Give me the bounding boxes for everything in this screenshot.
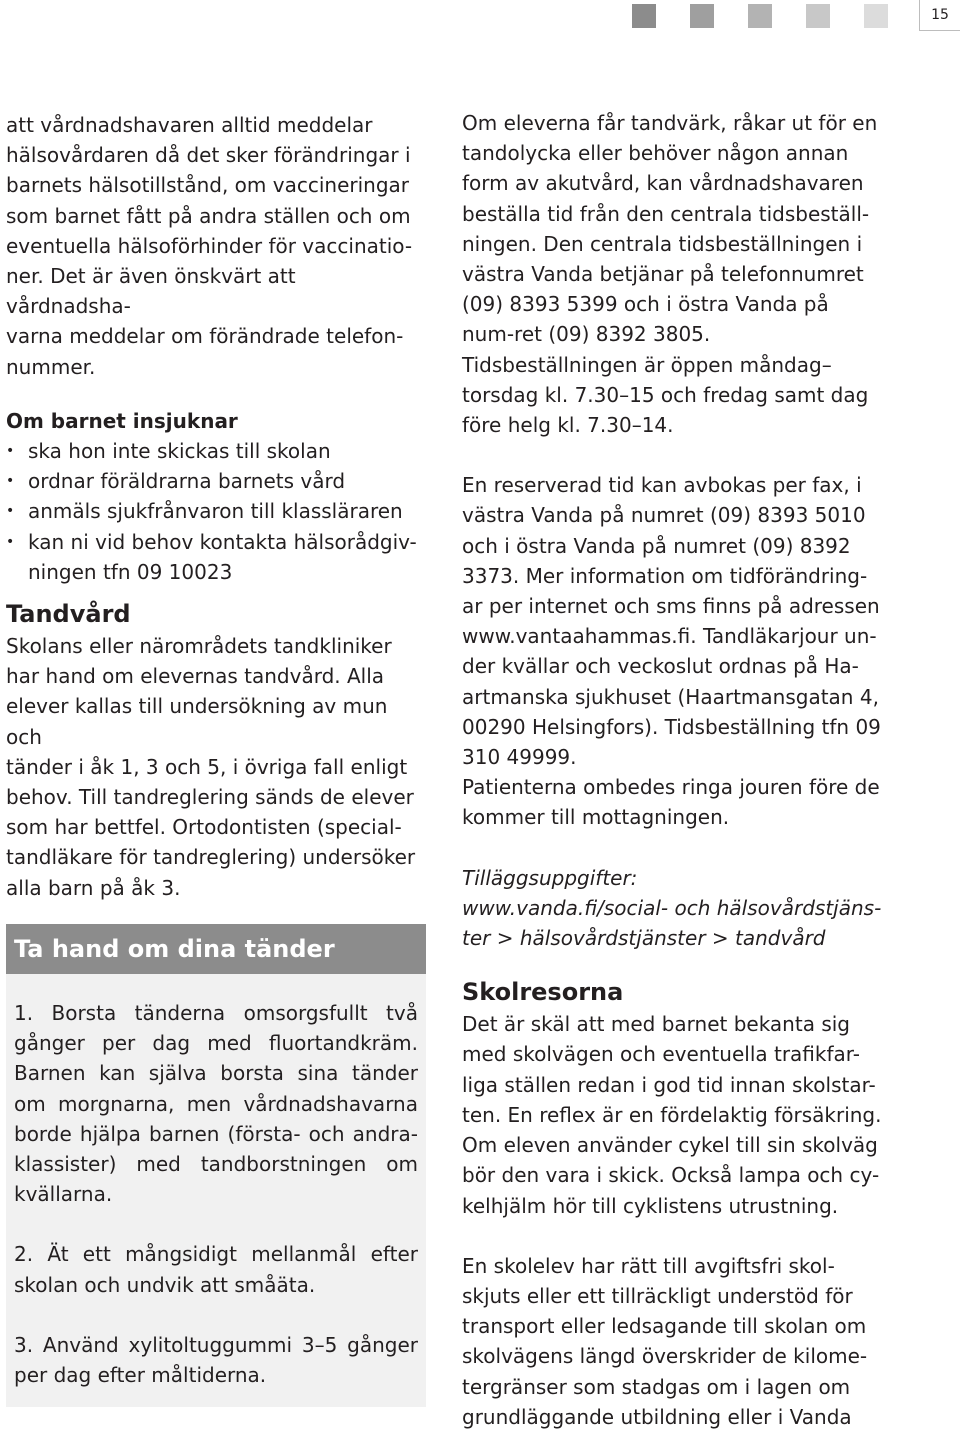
text-line: behov. Till tandreglering sänds de elever: [6, 785, 414, 810]
sick-heading: Om barnet insjuknar: [6, 408, 238, 433]
text-line: elever kallas till undersökning av mun och: [6, 694, 388, 749]
text-line: eventuella hälsoförhinder för vaccinatio-: [6, 233, 413, 258]
dental-paragraph: [6, 631, 426, 903]
dental-heading: Tandvård: [6, 600, 131, 629]
header-squares: [632, 4, 922, 26]
text-line: hälsovårdaren då det sker förändringar i: [6, 143, 411, 168]
tooth-care-heading: Ta hand om dina tänder: [6, 924, 426, 974]
more-info-label: Tilläggsuppgifter:: [462, 865, 638, 890]
left-column: [6, 110, 426, 903]
more-info-link[interactable]: www.vanda.fi/social- och hälsovårdstjäns-ter > hälsovårdstjänster > tandvård: [462, 895, 882, 951]
tip-2: 2. Ät ett mångsidigt mellanmål efter skolan och undvik att småäta.: [14, 1242, 418, 1297]
header-square: [632, 4, 656, 28]
right-column: [462, 108, 882, 1432]
text-line: tandläkare för tandreglering) undersöker: [6, 845, 416, 870]
text-line: nummer.: [6, 354, 96, 379]
text-line: som barnet fått på andra ställen och om: [6, 203, 411, 228]
cancel-paragraph: En reserverad tid kan avbokas per fax, i västra Vanda på numret (09) 8393 5010 och i östra Vanda på numret (09) 8392 3373. Mer information om tidförändring-ar per internet och sms finns på adressen www.vantaahammas.fi. Tandläkarjour un-der kvällar och veckoslut ordnas på Ha-artmanska sjukhuset (Haartmansgatan 4, 00290 Helsingfors). Tidsbeställning tfn 09 310 49999.: [462, 473, 881, 770]
list-item: • anmäls sjukfrånvaron till klassläraren: [6, 496, 426, 526]
text-line: ner. Det är även önskvärt att vårdnadsha-: [6, 264, 296, 319]
school-travel-paragraph: Det är skäl att med barnet bekanta sig med skolvägen och eventuella trafikfar-liga ställen redan i god tid innan skolstar-ten. En reflex är en fördelaktig försäkring. Om eleven använder cykel till sin skolväg bör den vara i skick. Också lampa och cy-kelhjälm hör till cyklistens utrustning.: [462, 1012, 882, 1218]
text-line: Skolans eller närområdets tandkliniker: [6, 634, 392, 659]
tooth-care-tips: [6, 998, 426, 1390]
text-line: har hand om elevernas tandvård. Alla: [6, 664, 385, 689]
tip-3: 3. Använd xylitoltuggummi 3–5 gånger per dag efter måltiderna.: [14, 1332, 418, 1388]
emergency-paragraph: Om eleverna får tandvärk, råkar ut för en tandolycka eller behöver någon annan form av akutvård, kan vårdnadshavaren beställa tid från den centrala tidsbeställ-ningen. Den centrala tidsbeställningen i västra Vanda betjänar på telefonnumret (09) 8393 5399 och i östra Vanda på num-ret (09) 8392 3805. Tidsbeställningen är öppen måndag–torsdag kl. 7.30–15 och fredag samt dag före helg kl. 7.30–14.: [462, 111, 878, 438]
text-line: som har bettfel. Ortodontisten (special-: [6, 815, 402, 840]
page-number: 15: [919, 0, 960, 31]
tooth-care-box: [6, 924, 426, 1407]
text-line: varna meddelar om förändrade telefon-: [6, 324, 404, 349]
sick-list: [6, 436, 426, 587]
text-line: alla barn på åk 3.: [6, 875, 181, 900]
call-paragraph: Patienterna ombedes ringa jouren före de kommer till mottagningen.: [462, 775, 880, 830]
header-square: [864, 4, 888, 28]
list-item: • ordnar föräldrarna barnets vård: [6, 466, 426, 496]
text-line: att vårdnadshavaren alltid meddelar: [6, 113, 373, 137]
tip-1: 1. Borsta tänderna omsorgsfullt två gånger per dag med fluortandkräm. Barnen kan själva borsta sina tänder om morgnarna, men vårdnadshavarna borde hjälpa barnen (första- och andra-klassister) med tandborstningen om kvällarna.: [14, 1001, 418, 1207]
school-transport-paragraph: En skolelev har rätt till avgiftsfri skol-skjuts eller ett tillräckligt understöd för transport eller ledsagande till skolan om skolvägens längd överskrider de kilome-tergränser som stadgas om i lagen om grundläggande utbildning eller i Vanda: [462, 1253, 868, 1429]
list-item: • ska hon inte skickas till skolan: [6, 436, 426, 466]
header-square: [690, 4, 714, 28]
header-square: [748, 4, 772, 28]
text-line: tänder i åk 1, 3 och 5, i övriga fall enligt: [6, 754, 408, 779]
header-square: [806, 4, 830, 28]
text-line: barnets hälsotillstånd, om vaccineringar: [6, 173, 410, 198]
intro-paragraph: [6, 110, 426, 382]
list-item: • kan ni vid behov kontakta hälsorådgiv-ningen tfn 09 10023: [6, 527, 426, 587]
school-travel-heading: Skolresorna: [462, 978, 624, 1007]
